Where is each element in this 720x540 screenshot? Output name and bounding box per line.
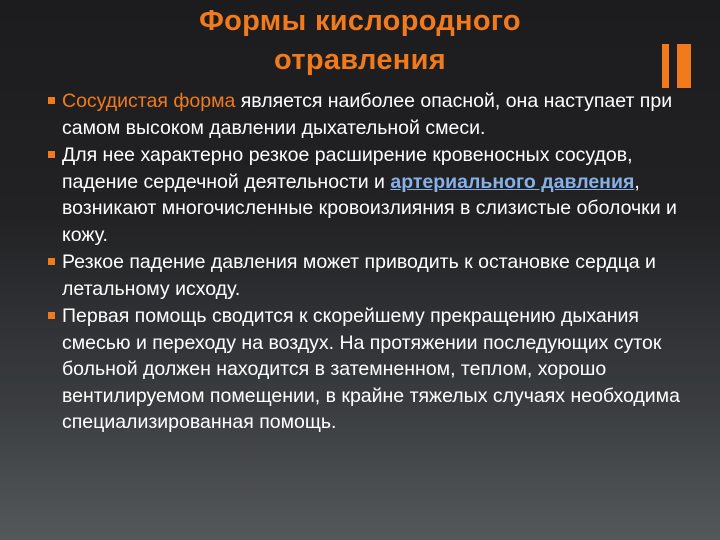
bullet-text: Для нее характерно резкое расширение кровеносных сосудов, падение сердечной деятельности и [62,144,633,193]
bullet-item [46,303,696,436]
bullet-text: , возникают многочисленные кровоизлияния в слизистые оболочки и кожу. [62,170,677,246]
title-line-1: Формы кислородного [199,5,521,37]
bullet-item [46,249,696,302]
bullet-text: Первая помощь сводится к скорейшему прекращению дыхания смесью и переходу на воздух. На протяжении последующих суток больной должен находится в затемненном, теплом, хорошо вентилируемом помещении, в крайне тяжелых случаях необходима специализированная помощь. [62,305,680,433]
bullet-item [46,88,696,141]
title-accent-bar-thick [677,44,691,88]
bullet-text: Резкое падение давления может приводить к остановке сердца и летальному исходу. [62,251,656,300]
slide-title [120,2,600,80]
title-line-2: отравления [274,44,446,76]
bullet-text: является наиболее опасной, она наступает при самом высоком давлении дыхательной смеси. [62,90,673,139]
slide-body [46,88,696,437]
square-bullet-icon [48,151,55,158]
square-bullet-icon [48,312,55,319]
bullet-item [46,142,696,248]
highlight-term: Сосудистая форма [62,90,236,112]
square-bullet-icon [48,258,55,265]
square-bullet-icon [48,97,55,104]
title-accent-bar-thin [662,44,669,88]
arterial-pressure-link[interactable]: артериального давления [390,170,635,193]
